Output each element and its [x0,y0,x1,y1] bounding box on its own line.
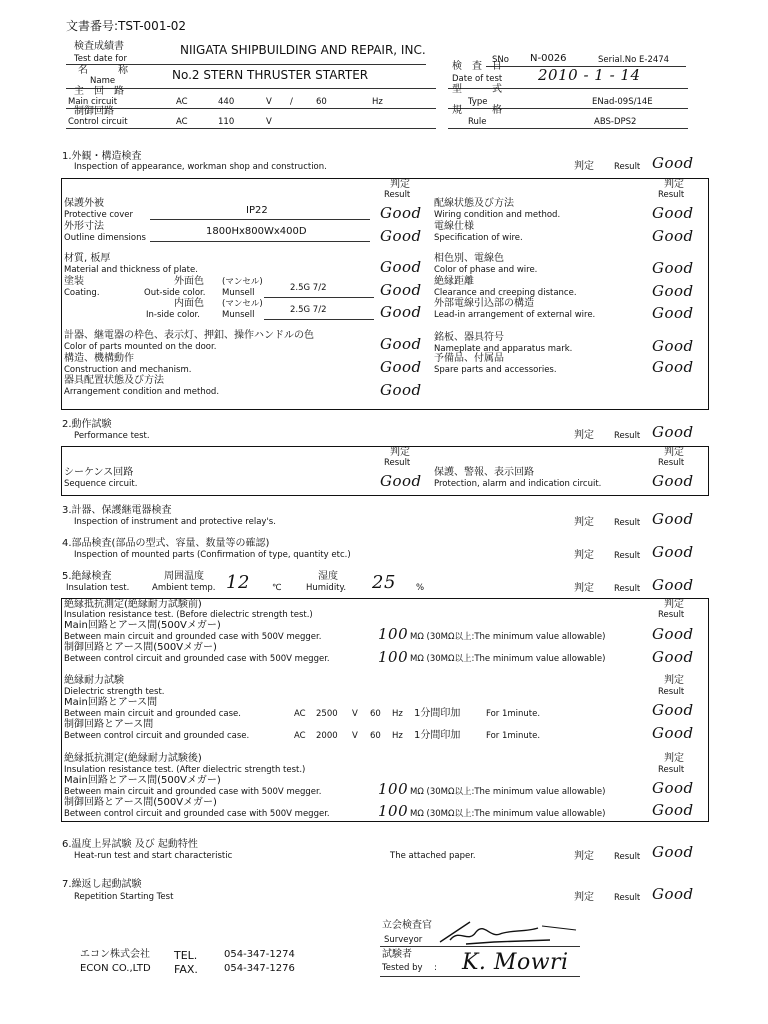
ir-before-main-result: Good [652,625,694,643]
ambient-unit: ℃ [272,583,282,593]
ir-before-jp: 絶縁抵抗測定(絶縁耐力試験前) [64,599,202,610]
protection-result: Good [652,472,694,490]
munsell-jp-1: (マンセル) [222,277,263,287]
main-frequency-unit: Hz [372,97,383,107]
section-3-judge: 判定 [574,517,594,528]
ir-before-main-unit: MΩ (30MΩ以上:The minimum value allowable) [410,632,606,642]
dielectric-ctrl-ac: AC [294,731,306,741]
dielectric-jp: 絶縁耐力試験 [64,675,124,686]
footer-fax-label: FAX. [174,963,198,976]
construction-en: Construction and mechanism. [64,365,192,375]
outside-color-value: 2.5G 7/2 [290,283,327,293]
ir-before-ctrl-result: Good [652,648,694,666]
humidity-value: 25 [372,572,396,593]
section-4-title-en: Inspection of mounted parts (Confirmation of type, quantity etc.) [74,550,351,560]
ir-after-ctrl-result: Good [652,801,694,819]
dielectric-ctrl-en: Between control circuit and grounded case. [64,731,250,741]
dielectric-main-voltage: 2500 [316,709,338,719]
s2-col-result-right: Result [658,458,685,468]
ir-after-main-jp: Main回路とアース間(500Vメガー) [64,775,221,786]
section-6-result: Result [614,852,641,862]
material-en: Material and thickness of plate. [64,265,198,275]
control-voltage-unit: V [266,117,272,127]
section-5-result: Result [614,584,641,594]
munsell-en-2: Munsell [222,310,255,320]
s1-col-result-right: Result [658,190,685,200]
humidity-en: Humidity. [306,583,347,593]
protection-en: Protection, alarm and indication circuit. [434,479,602,489]
construction-jp: 構造、機構動作 [64,353,134,364]
dielectric-ctrl-voltage: 2000 [316,731,338,741]
arrangement-en: Arrangement condition and method. [64,387,220,397]
ir-after-main-value: 100 [378,780,409,798]
footer-fax: 054-347-1276 [224,963,295,974]
section-7-judge: 判定 [574,892,594,903]
sequence-result: Good [380,472,422,490]
wiring-en: Wiring condition and method. [434,210,561,220]
name-en: Name [90,76,116,86]
wire-spec-jp: 電線仕様 [434,221,474,232]
section-5-title-jp: 5.絶縁検査 [62,571,112,582]
door-colors-en: Color of parts mounted on the door. [64,342,217,352]
wire-spec-result: Good [652,227,694,245]
munsell-en-1: Munsell [222,288,255,298]
section-3-result-value: Good [652,510,694,528]
ir-after-main-result: Good [652,779,694,797]
section-1-judge: 判定 [574,161,594,172]
door-colors-jp: 計器、継電器の枠色、表示灯、押釦、操作ハンドルの色 [64,330,314,341]
material-result: Good [380,258,422,276]
coating-en: Coating. [64,288,100,298]
control-circuit-jp: 制御回路 [74,106,114,117]
section-7-title-jp: 7.繰返し起動試験 [62,879,142,890]
protective-cover-en: Protective cover [64,210,134,220]
section-3-title-jp: 3.計器、保護継電器検査 [62,505,172,516]
test-form-en: Test date for [74,54,127,64]
section-2-result: Result [614,431,641,441]
control-ac: AC [176,117,188,127]
dielectric-main-ac: AC [294,709,306,719]
dielectric-main-apply-jp: 1分間印加 [414,708,461,719]
name-jp: 名 称 [78,65,128,76]
section-1-title-en: Inspection of appearance, workman shop and construction. [74,162,327,172]
s2-col-judge-left: 判定 [390,447,410,458]
protection-jp: 保護、警報、表示回路 [434,467,534,478]
section-4-title-jp: 4.部品検査(部品の型式、容量、数量等の確認) [62,538,270,549]
dielectric-main-result: Good [652,701,694,719]
section-5-result-value: Good [652,576,694,594]
dielectric-main-hzunit: Hz [392,709,403,719]
section-4-result-value: Good [652,543,694,561]
rule-jp: 規 格 [452,105,502,116]
lead-in-en: Lead-in arrangement of external wire. [434,310,596,320]
protective-cover-value: IP22 [246,205,268,216]
sno-label: SNo [492,55,509,65]
rule-en: Rule [468,117,487,127]
surveyor-jp: 立会検査官 [382,920,432,931]
section-2-judge: 判定 [574,430,594,441]
section-5-judge: 判定 [574,583,594,594]
type-jp: 型 式 [452,84,502,95]
company-name: NIIGATA SHIPBUILDING AND REPAIR, INC. [180,43,426,57]
date-jp: 検 査 日 [452,61,502,72]
section-1-title-jp: 1.外観・構造検査 [62,151,142,162]
main-voltage-unit: V [266,97,272,107]
section-2-result-value: Good [652,423,694,441]
wire-spec-en: Specification of wire. [434,233,523,243]
ir-before-main-value: 100 [378,625,409,643]
section-6-result-value: Good [652,843,694,861]
section-1-result: Result [614,162,641,172]
test-form-jp: 検査成績書 [74,41,124,52]
document-number: 文書番号:TST-001-02 [66,19,187,33]
wiring-jp: 配線状態及び方法 [434,198,514,209]
dielectric-main-jp: Main回路とアース間 [64,697,158,708]
humidity-jp: 湿度 [318,571,338,582]
main-circuit-en: Main circuit [68,97,118,107]
surveyor-en: Surveyor [384,935,423,945]
nameplate-jp: 銘板、器具符号 [434,332,504,343]
dielectric-result: Result [658,687,685,697]
sno-value: N-0026 [530,53,567,64]
lead-in-result: Good [652,304,694,322]
ambient-jp: 周囲温度 [164,571,204,582]
protective-cover-result: Good [380,204,422,222]
munsell-jp-2: (マンセル) [222,299,263,309]
main-slash: / [290,97,293,107]
section-4-judge: 判定 [574,550,594,561]
dielectric-ctrl-apply-en: For 1minute. [486,731,541,741]
door-colors-result: Good [380,335,422,353]
section-7-title-en: Repetition Starting Test [74,892,174,902]
outline-value: 1800Hx800Wx400D [206,226,307,237]
ir-before-ctrl-value: 100 [378,648,409,666]
footer-company-jp: エコン株式会社 [80,949,150,960]
dielectric-ctrl-hz: 60 [370,731,381,741]
coating-inside-result: Good [380,303,422,321]
ir-before-ctrl-unit: MΩ (30MΩ以上:The minimum value allowable) [410,654,606,664]
ir-after-jp: 絶縁抵抗測定(絶縁耐力試験後) [64,753,202,764]
tester-en: Tested by [382,963,423,973]
dielectric-main-en: Between main circuit and grounded case. [64,709,241,719]
dielectric-judge: 判定 [664,675,684,686]
ir-before-result: Result [658,610,685,620]
s2-col-judge-right: 判定 [664,447,684,458]
tester-signature: K. Mowri [462,950,569,975]
ir-before-main-en: Between main circuit and grounded case with 500V megger. [64,632,322,642]
ir-after-ctrl-unit: MΩ (30MΩ以上:The minimum value allowable) [410,809,606,819]
inside-color-value: 2.5G 7/2 [290,305,327,315]
date-en: Date of test [452,74,503,84]
footer-company-en: ECON CO.,LTD [80,963,151,974]
arrangement-jp: 器具配置状態及び方法 [64,375,164,386]
main-frequency: 60 [316,97,327,107]
main-circuit-jp: 主 回 路 [74,86,124,97]
ir-before-ctrl-jp: 制御回路とアース間(500Vメガー) [64,642,217,653]
section-5-title-en: Insulation test. [66,583,130,593]
inside-color-jp: 内面色 [174,298,204,309]
ir-after-ctrl-jp: 制御回路とアース間(500Vメガー) [64,797,217,808]
footer-tel: 054-347-1274 [224,949,295,960]
spare-parts-result: Good [652,358,694,376]
inside-color-en: In-side color. [146,310,200,320]
outline-result: Good [380,227,422,245]
section-2-title-en: Performance test. [74,431,150,441]
main-voltage: 440 [218,97,235,107]
dielectric-ctrl-apply-jp: 1分間印加 [414,730,461,741]
section-3-result: Result [614,518,641,528]
ir-before-judge: 判定 [664,599,684,610]
outside-color-en: Out-side color. [144,288,206,298]
dielectric-ctrl-result: Good [652,724,694,742]
phase-color-result: Good [652,259,694,277]
outline-jp: 外形寸法 [64,221,104,232]
ir-after-ctrl-value: 100 [378,802,409,820]
spare-parts-jp: 予備品、付属品 [434,353,504,364]
lead-in-jp: 外部電線引込部の構造 [434,298,534,309]
phase-color-jp: 相色別、電線色 [434,253,504,264]
type-en: Type [468,97,488,107]
ambient-en: Ambient temp. [152,583,216,593]
dielectric-ctrl-vunit: V [352,731,358,741]
control-circuit-en: Control circuit [68,117,128,127]
section-2-title-jp: 2.動作試験 [62,419,112,430]
outline-en: Outline dimensions [64,233,146,243]
s1-col-result-left: Result [384,190,411,200]
section-3-title-en: Inspection of instrument and protective relay's. [74,517,276,527]
section-7-result-value: Good [652,885,694,903]
rule-value: ABS-DPS2 [594,117,637,127]
coating-jp: 塗装 [64,276,84,287]
protective-cover-jp: 保護外被 [64,198,104,209]
ir-after-main-unit: MΩ (30MΩ以上:The minimum value allowable) [410,787,606,797]
clearance-en: Clearance and creeping distance. [434,288,577,298]
ir-after-ctrl-en: Between control circuit and grounded case with 500V megger. [64,809,330,819]
s2-col-result-left: Result [384,458,411,468]
clearance-result: Good [652,282,694,300]
section-4-result: Result [614,551,641,561]
section-6-title-jp: 6.温度上昇試験 及び 起動特性 [62,839,198,850]
name-value: No.2 STERN THRUSTER STARTER [172,68,369,82]
s1-col-judge-right: 判定 [664,179,684,190]
tester-jp: 試験者 [382,949,412,960]
footer-tel-label: TEL. [174,949,198,962]
sequence-en: Sequence circuit. [64,479,138,489]
section-6-title-en: Heat-run test and start characteristic [74,851,233,861]
section-1-result-value: Good [652,154,694,172]
dielectric-ctrl-hzunit: Hz [392,731,403,741]
date-value: 2010 - 1 - 14 [538,66,641,84]
arrangement-result: Good [380,381,422,399]
section-6-judge: 判定 [574,851,594,862]
dielectric-main-apply-en: For 1minute. [486,709,541,719]
dielectric-ctrl-jp: 制御回路とアース間 [64,719,154,730]
control-voltage: 110 [218,117,235,127]
ir-before-en: Insulation resistance test. (Before dielectric strength test.) [64,610,313,620]
dielectric-en: Dielectric strength test. [64,687,165,697]
ir-after-result: Result [658,765,685,775]
outside-color-jp: 外面色 [174,276,204,287]
ir-before-ctrl-en: Between control circuit and grounded case with 500V megger. [64,654,330,664]
clearance-jp: 絶縁距離 [434,276,474,287]
type-value: ENad-09S/14E [592,97,653,107]
construction-result: Good [380,358,422,376]
phase-color-en: Color of phase and wire. [434,265,538,275]
section-7-result: Result [614,893,641,903]
tester-colon: : [434,963,437,973]
main-ac: AC [176,97,188,107]
section-6-note: The attached paper. [390,851,476,861]
sequence-jp: シーケンス回路 [64,467,134,478]
humidity-unit: % [416,583,425,593]
nameplate-result: Good [652,337,694,355]
material-jp: 材質, 板厚 [64,253,111,264]
nameplate-en: Nameplate and apparatus mark. [434,344,573,354]
ir-after-main-en: Between main circuit and grounded case with 500V megger. [64,787,322,797]
s1-col-judge-left: 判定 [390,179,410,190]
spare-parts-en: Spare parts and accessories. [434,365,557,375]
dielectric-main-hz: 60 [370,709,381,719]
ir-before-main-jp: Main回路とアース間(500Vメガー) [64,620,221,631]
ir-after-judge: 判定 [664,753,684,764]
serial-number: Serial.No E-2474 [598,55,670,65]
wiring-result: Good [652,204,694,222]
dielectric-main-vunit: V [352,709,358,719]
coating-outside-result: Good [380,281,422,299]
ambient-value: 12 [226,572,250,593]
ir-after-en: Insulation resistance test. (After dielectric strength test.) [64,765,306,775]
